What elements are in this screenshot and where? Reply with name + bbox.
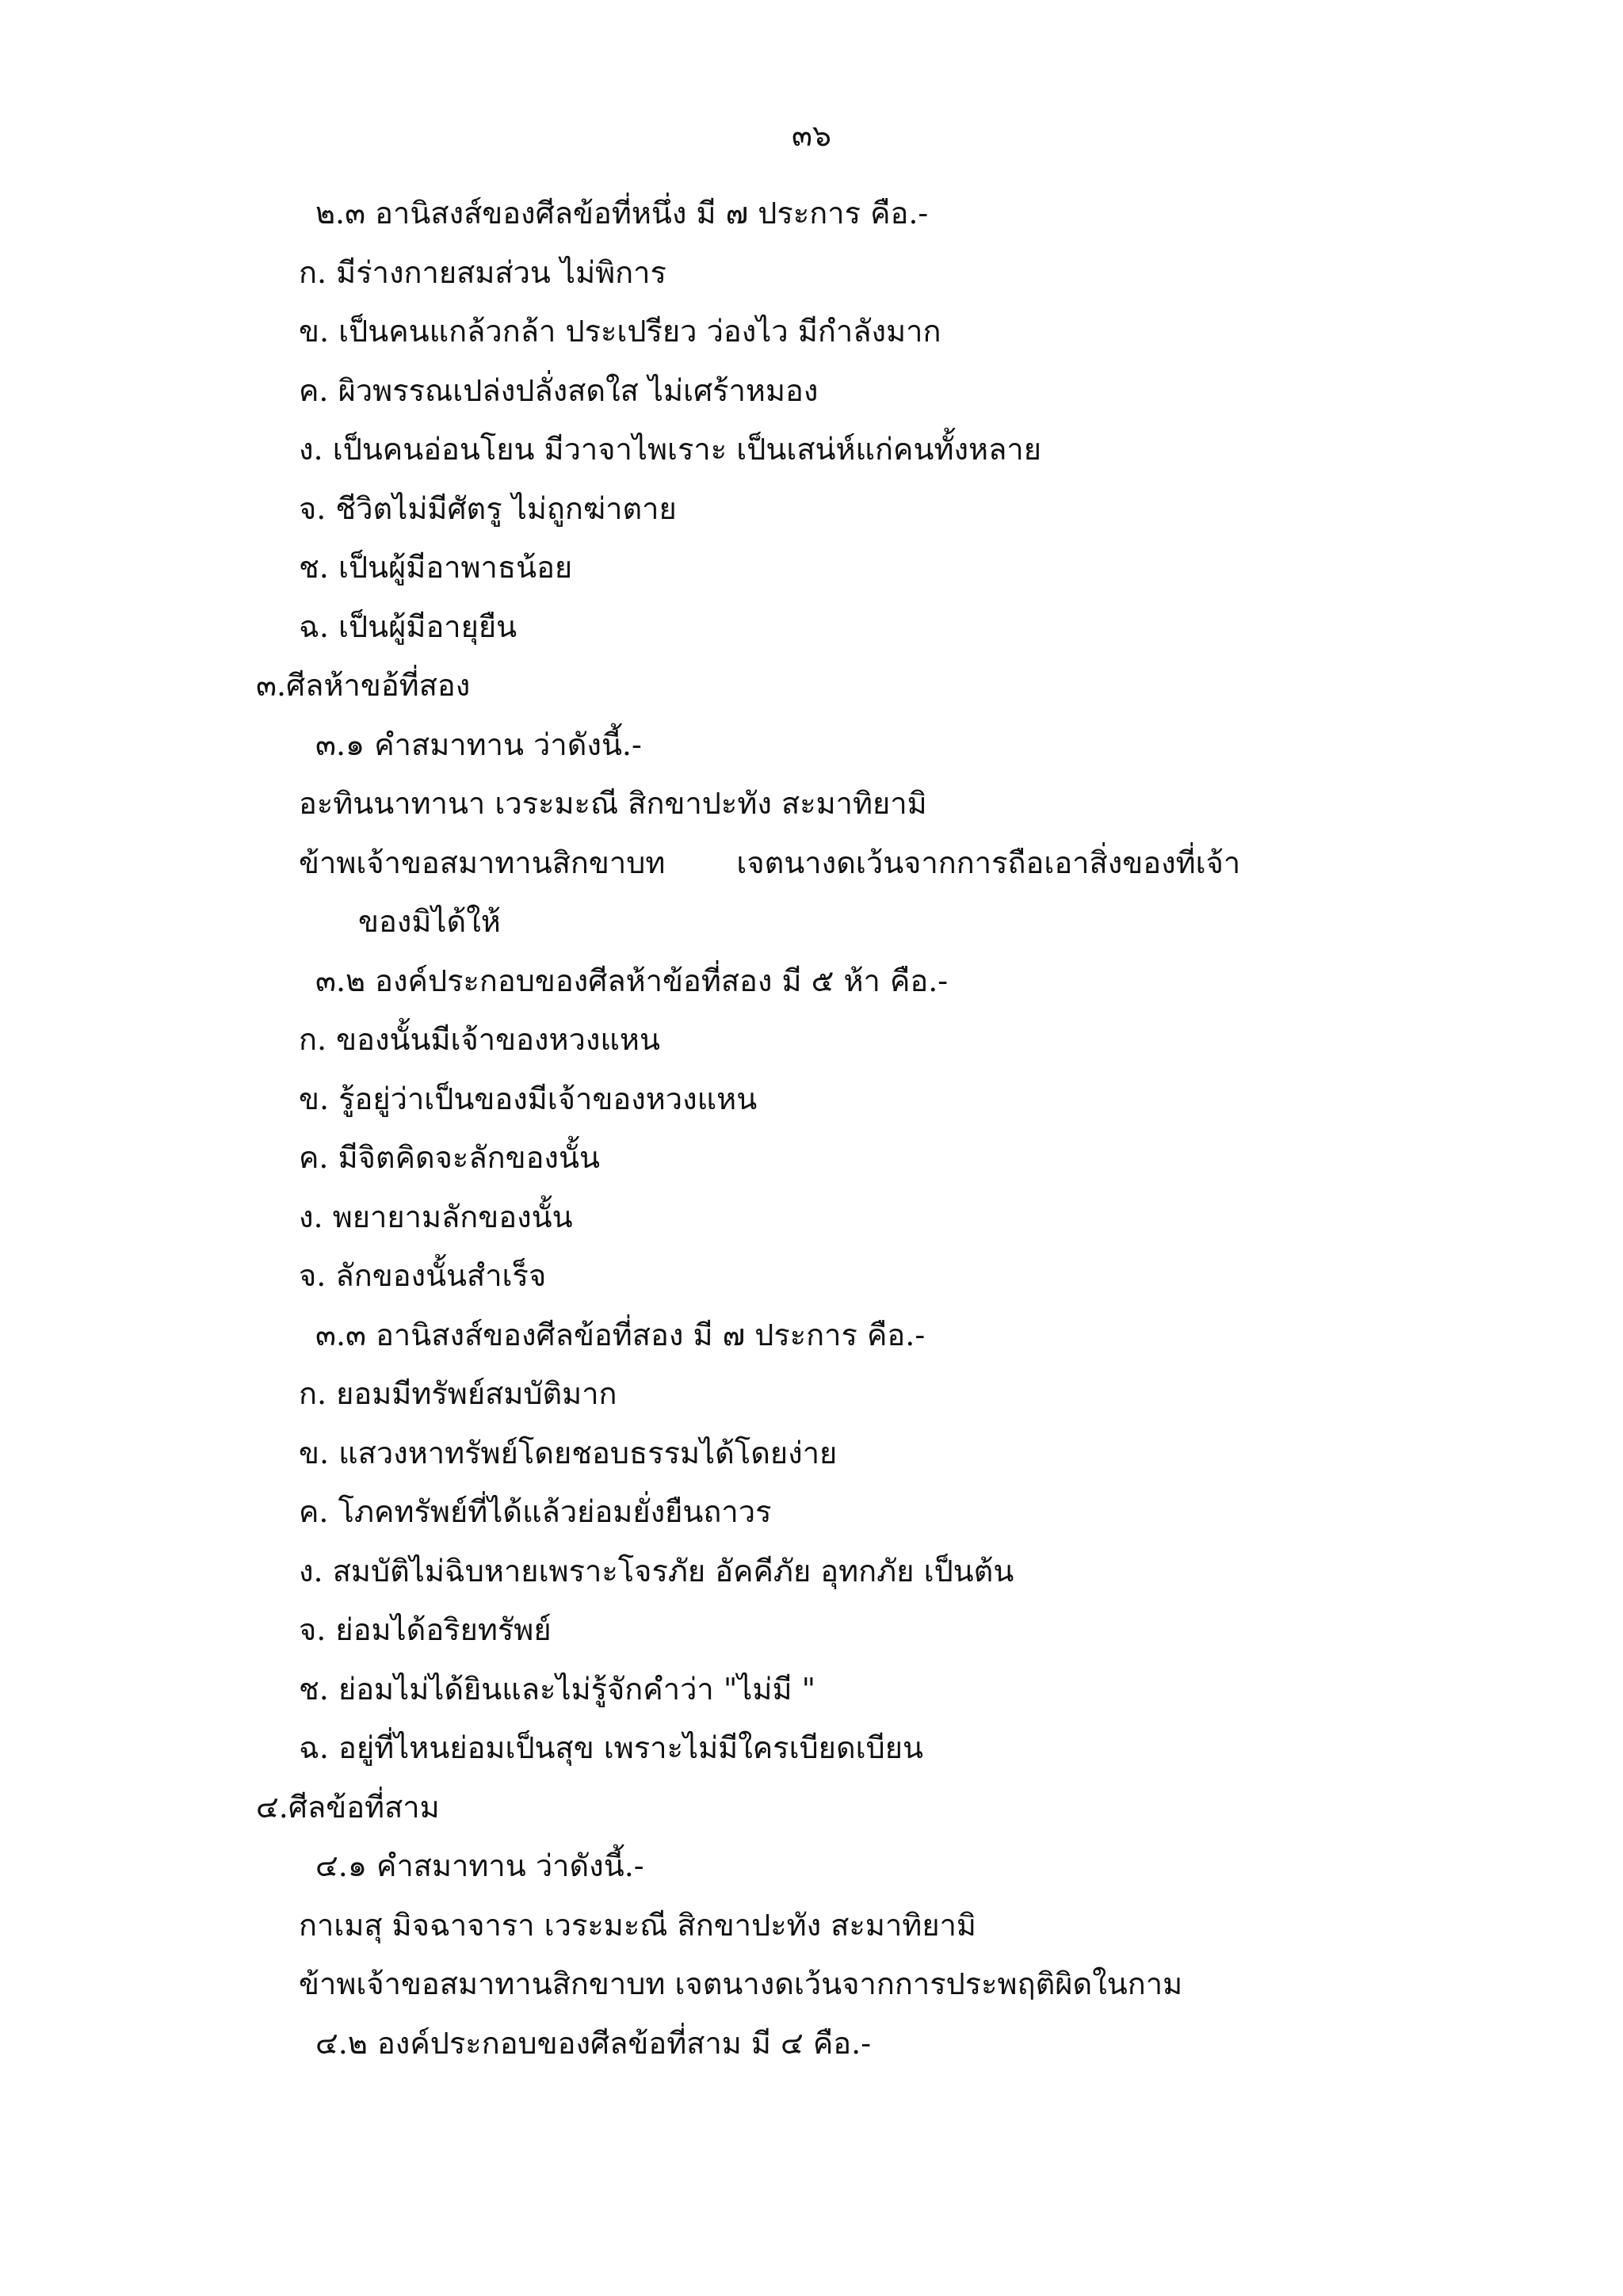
subsection-heading: ๔.๑ คำสมาทาน ว่าดังนี้.- xyxy=(315,1848,644,1883)
list-item: จ. ย่อมได้อริยทรัพย์ xyxy=(299,1612,552,1647)
list-item: ง. พยายามลักของนั้น xyxy=(299,1199,573,1234)
list-item: ฉ. อยู่ที่ไหนย่อมเป็นสุข เพราะไม่มีใครเบียดเบียน xyxy=(299,1730,923,1765)
subsection-heading: ๓.๓ อานิสงส์ของศีลข้อที่สอง มี ๗ ประการ คือ.- xyxy=(315,1317,926,1352)
subsection-heading: ๔.๒ องค์ประกอบของศีลข้อที่สาม มี ๔ คือ.- xyxy=(315,2025,872,2061)
pali-verse: กาเมสุ มิจฉาจารา เวระมะณี สิกขาปะทัง สะมาทิยามิ xyxy=(299,1907,976,1943)
thai-translation: ข้าพเจ้าขอสมาทานสิกขาบท เจตนางดเว้นจากการประพฤติผิดในกาม xyxy=(299,1966,1183,2001)
list-item: ก. ของนั้นมีเจ้าของหวงแหน xyxy=(299,1022,660,1057)
list-item: ค. ผิวพรรณเปล่งปลั่งสดใส ไม่เศร้าหมอง xyxy=(299,372,819,408)
list-item: ช. ย่อมไม่ได้ยินและไม่รู้จักคำว่า "ไม่มี " xyxy=(299,1671,816,1707)
list-item: จ. ชีวิตไม่มีศัตรู ไม่ถูกฆ่าตาย xyxy=(299,490,677,526)
subsection-heading: ๒.๓ อานิสงส์ของศีลข้อที่หนึ่ง มี ๗ ประการ คือ.- xyxy=(315,196,929,231)
document-body xyxy=(0,184,1623,2073)
list-item: ค. โภคทรัพย์ที่ได้แล้วย่อมยั่งยืนถาวร xyxy=(299,1494,772,1529)
section-heading: ๔.ศีลข้อที่สาม xyxy=(256,1789,440,1825)
subsection-heading: ๓.๒ องค์ประกอบของศีลห้าข้อที่สอง มี ๕ ห้า คือ.- xyxy=(315,963,949,998)
list-item: ง. สมบัติไม่ฉิบหายเพราะโจรภัย อัคคีภัย อุทกภัย เป็นต้น xyxy=(299,1553,1014,1589)
page-number: ๓๖ xyxy=(791,118,832,153)
list-item: ง. เป็นคนอ่อนโยน มีวาจาไพเราะ เป็นเสน่ห์แก่คนทั้งหลาย xyxy=(299,432,1041,467)
translation-part: ข้าพเจ้าขอสมาทานสิกขาบท xyxy=(299,845,666,880)
translation-part: เจตนางดเว้นจากการถือเอาสิ่งของที่เจ้า xyxy=(736,845,1241,880)
list-item: ฉ. เป็นผู้มีอายุยืน xyxy=(299,608,517,644)
section-heading: ๓.ศีลห้าขอ้ที่สอง xyxy=(256,668,471,703)
list-item: จ. ลักของนั้นสำเร็จ xyxy=(299,1258,547,1293)
subsection-heading: ๓.๑ คำสมาทาน ว่าดังนี้.- xyxy=(315,727,642,762)
list-item: ข. เป็นคนแกล้วกล้า ประเปรียว ว่องไว มีกำลังมาก xyxy=(299,314,941,349)
list-item: ข. แสวงหาทรัพย์โดยชอบธรรมได้โดยง่าย xyxy=(299,1435,838,1470)
list-item: ช. เป็นผู้มีอาพาธน้อย xyxy=(299,550,573,585)
list-item: ก. มีร่างกายสมส่วน ไม่พิการ xyxy=(299,254,666,290)
translation-continuation: ของมิได้ให้ xyxy=(358,904,501,939)
list-item: ข. รู้อยู่ว่าเป็นของมีเจ้าของหวงแหน xyxy=(299,1081,758,1116)
list-item: ค. มีจิตคิดจะลักของนั้น xyxy=(299,1140,600,1175)
thai-translation xyxy=(0,833,1623,893)
list-item: ก. ยอมมีทรัพย์สมบัติมาก xyxy=(299,1376,617,1411)
pali-verse: อะทินนาทานา เวระมะณี สิกขาปะทัง สะมาทิยามิ xyxy=(299,786,927,821)
